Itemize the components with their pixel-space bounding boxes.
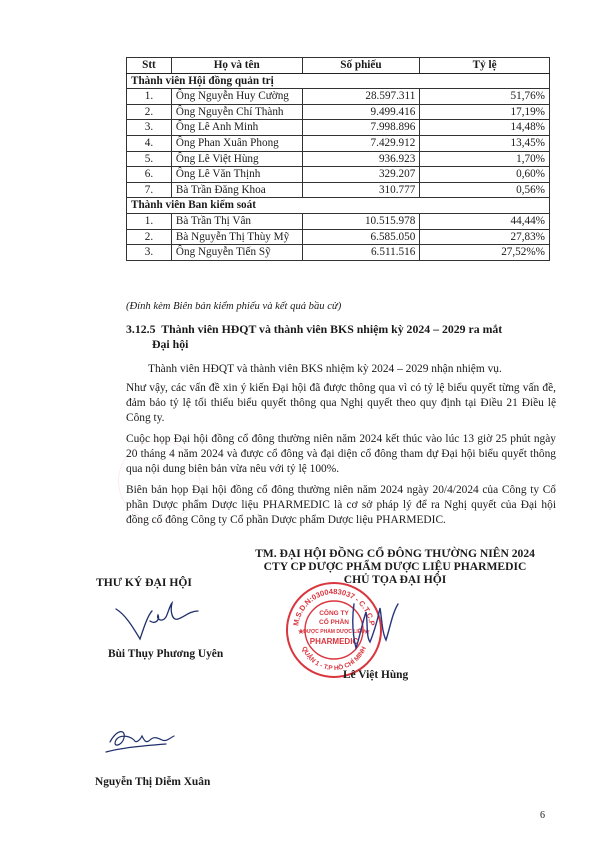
table-row — [127, 182, 550, 198]
row-stt: 2. — [127, 104, 172, 120]
table-group-row — [127, 73, 550, 89]
table-group-row — [127, 198, 550, 214]
row-ratio: 1,70% — [420, 151, 550, 167]
row-votes: 28.597.311 — [302, 89, 420, 105]
row-votes: 6.511.516 — [302, 245, 420, 261]
stamp-line-2: CỔ PHẦN — [319, 619, 349, 626]
header-ratio: Tỷ lệ — [420, 58, 550, 74]
row-ratio: 51,76% — [420, 89, 550, 105]
row-ratio: 27,52%% — [420, 245, 550, 261]
table-row — [127, 245, 550, 261]
header-stt: Stt — [127, 58, 172, 74]
section-heading — [126, 322, 556, 352]
row-stt: 2. — [127, 229, 172, 245]
chair-name: Lê Việt Hùng — [343, 669, 409, 681]
table-group-title: Thành viên Ban kiểm soát — [127, 198, 550, 214]
row-name: Ông Lê Anh Minh — [171, 120, 302, 136]
stamp-brand: PHARMEDIC — [309, 637, 359, 646]
chair-title-line-2: CTY CP DƯỢC PHẨM DƯỢC LIỆU PHARMEDIC — [263, 560, 527, 573]
stamp-bottom-text: QUẬN 1 - T.P HỒ CHÍ MINH — [300, 645, 368, 673]
row-name: Bà Trần Đăng Khoa — [171, 182, 302, 198]
chair-title-line-1: TM. ĐẠI HỘI ĐỒNG CỔ ĐÔNG THƯỜNG NIÊN 2024 — [255, 547, 535, 560]
row-ratio: 0,56% — [420, 182, 550, 198]
row-stt: 4. — [127, 135, 172, 151]
page-number: 6 — [540, 810, 545, 821]
table-row — [127, 213, 550, 229]
table-row — [127, 135, 550, 151]
row-stt: 5. — [127, 151, 172, 167]
header-votes: Số phiếu — [302, 58, 420, 74]
row-votes: 936.923 — [302, 151, 420, 167]
row-name: Ông Lê Việt Hùng — [171, 151, 302, 167]
row-name: Ông Nguyễn Huy Cường — [171, 89, 302, 105]
header-name: Họ và tên — [171, 58, 302, 74]
table-row — [127, 151, 550, 167]
row-stt: 1. — [127, 89, 172, 105]
row-ratio: 0,60% — [420, 167, 550, 183]
stamp-star-right: ★ — [363, 627, 371, 636]
table-row — [127, 229, 550, 245]
row-name: Bà Nguyễn Thị Thùy Mỹ — [171, 229, 302, 245]
attachment-note: (Đính kèm Biên bản kiểm phiếu và kết quả bầu cử) — [126, 301, 342, 312]
paragraph-legal-basis: Biên bản họp Đại hội đồng cổ đông thường niên năm 2024 ngày 20/4/2024 của Công ty Cổ phần Dược phẩm Dược liệu PHARMEDIC là cơ sở pháp lý để ra Nghị quyết của Đại hội đồng cổ đông Công ty Cổ phần Dược phẩm Dược liệu PHARMEDIC. — [126, 484, 556, 526]
row-stt: 3. — [127, 245, 172, 261]
row-name: Ông Lê Văn Thịnh — [171, 167, 302, 183]
row-votes: 9.499.416 — [302, 104, 420, 120]
row-stt: 1. — [127, 213, 172, 229]
row-stt: 3. — [127, 120, 172, 136]
row-name: Ông Nguyễn Chí Thành — [171, 104, 302, 120]
chair-signature-block-title — [225, 547, 565, 586]
row-ratio: 13,45% — [420, 135, 550, 151]
table-row — [127, 167, 550, 183]
row-ratio: 14,48% — [420, 120, 550, 136]
paragraph-approval-summary: Như vậy, các vấn đề xin ý kiến Đại hội đã được thông qua vì có tỷ lệ biểu quyết từng vấn đề, đảm bảo tỷ lệ tối thiểu biểu quyết thông qua Nghị quyết theo quy định tại Điều 21 Điều lệ Công ty. — [126, 382, 556, 424]
section-title: Thành viên HĐQT và thành viên BKS nhiệm kỳ 2024 – 2029 ra mắt — [161, 322, 503, 336]
paragraph-members-take-office: Thành viên HĐQT và thành viên BKS nhiệm kỳ 2024 – 2029 nhận nhiệm vụ. — [148, 363, 502, 375]
row-ratio: 17,19% — [420, 104, 550, 120]
row-votes: 310.777 — [302, 182, 420, 198]
table-group-title: Thành viên Hội đồng quản trị — [127, 73, 550, 89]
secretary-label: THƯ KÝ ĐẠI HỘI — [96, 576, 192, 589]
second-secretary-name: Nguyễn Thị Diễm Xuân — [95, 776, 211, 788]
election-results-table — [126, 57, 550, 261]
row-name: Bà Trần Thị Vân — [171, 213, 302, 229]
table-row — [127, 104, 550, 120]
chair-signature — [342, 592, 412, 662]
row-votes: 329.207 — [302, 167, 420, 183]
row-name: Ông Phan Xuân Phong — [171, 135, 302, 151]
chair-title-line-3: CHỦ TỌA ĐẠI HỘI — [343, 573, 447, 586]
table-header-row — [127, 58, 550, 74]
row-votes: 7.998.896 — [302, 120, 420, 136]
section-title-continuation: Đại hội — [152, 337, 189, 351]
row-votes: 10.515.978 — [302, 213, 420, 229]
row-votes: 7.429.912 — [302, 135, 420, 151]
row-ratio: 27,83% — [420, 229, 550, 245]
row-name: Ông Nguyễn Tiến Sỹ — [171, 245, 302, 261]
stamp-star-left: ★ — [297, 627, 305, 636]
row-votes: 6.585.050 — [302, 229, 420, 245]
secretary-signature — [112, 597, 202, 647]
stamp-line-1: CÔNG TY — [319, 610, 349, 617]
row-ratio: 44,44% — [420, 213, 550, 229]
paragraph-meeting-close: Cuộc họp Đại hội đồng cổ đông thường niên năm 2024 kết thúc vào lúc 13 giờ 25 phút ngày 20 tháng 4 năm 2024 và được cổ đông và đại diện cổ đông tham dự Đại hội biểu quyết thông qua nội dung biên bản vừa nêu với tỷ lệ 100%. — [126, 433, 556, 475]
stamp-line-3: DƯỢC PHẨM DƯỢC LIỆU — [303, 629, 365, 635]
row-stt: 7. — [127, 182, 172, 198]
table-body — [127, 73, 550, 260]
table-row — [127, 120, 550, 136]
row-stt: 6. — [127, 167, 172, 183]
table-row — [127, 89, 550, 105]
secretary-name: Bùi Thụy Phương Uyên — [108, 648, 224, 660]
stamp-ring-text: M.S.D.N:0300483037 - C.T.C.P — [291, 586, 377, 627]
section-number: 3.12.5 — [126, 322, 156, 336]
second-secretary-signature — [100, 722, 180, 762]
